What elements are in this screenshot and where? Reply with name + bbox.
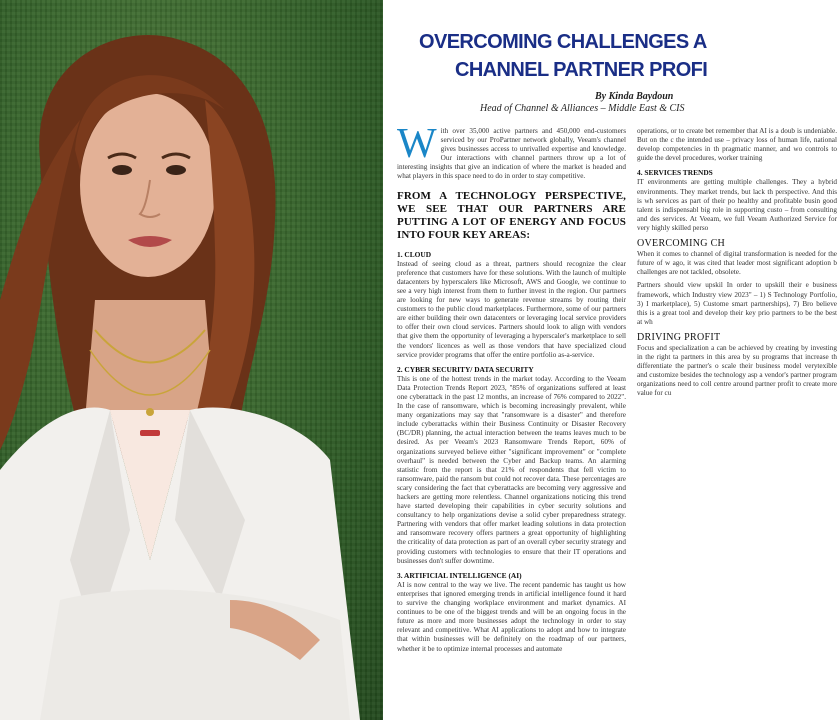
article-column-1 — [397, 121, 626, 658]
col2-paragraph-5: Focus and specialization a can be achieved by creating by investing in the right ta partners in this area by su programs that increase th differentiate the partner's o scale their business model verytexible and customize besides the technology asp a vendor's partner program organizations need to coll centre around partner profit to create more value for cu — [637, 343, 837, 398]
intro-paragraph — [397, 121, 626, 182]
section-heading-ai: 3. ARTIFICIAL INTELLIGENCE (AI) — [397, 570, 522, 580]
col2-paragraph-2: IT environments are getting multiple challenges. They a hybrid environments. They market trends, but lack th perspective. And this is wh services as part of their po healthy and profitable busin good talent is indispensabl big role in supporting custo – from consulting and des services. At Veeam, we full Veeam Authorized Service for very highly skilled perso — [637, 178, 837, 232]
section-heading-cyber-security: 2. CYBER SECURITY/ DATA SECURITY — [397, 364, 534, 374]
article-page — [383, 0, 837, 720]
article-column-2 — [637, 127, 837, 403]
col2-paragraph-3: When it comes to channel of digital transformation is needed for the future of w ago, it was cited that leader most significant adoption b challenges are not tackled, obsolete. — [637, 250, 837, 277]
section-heading-overcoming: OVERCOMING CH — [637, 238, 726, 250]
article-title-line-2: CHANNEL PARTNER PROFI — [455, 59, 708, 81]
section-heading-driving-profit: DRIVING PROFIT — [637, 331, 721, 343]
article-title-line-1: OVERCOMING CHALLENGES A — [419, 31, 707, 53]
author-role: Head of Channel & Alliances – Middle East & CIS — [480, 103, 685, 114]
col2-paragraph-1: operations, or to create bet remember that AI is a doub is undeniable. But on the c the intended use – privacy loss of human life, national develop competencies in th pragmatic manner, and wo controls to guide the devel procedures, worker training — [637, 127, 837, 163]
section-heading-cloud: 1. CLOUD — [397, 249, 432, 259]
portrait-illustration — [0, 0, 383, 720]
section-body-cloud: Instead of seeing cloud as a threat, partners should recognize the clear preference that customers have for these solutions. With the launch of multiple datacenters by hyperscalers like Microsoft, AWS and Google, we continue to see a very high interest from them to further invest in the region. Our partners are looking for new ways to generate revenue streams by routing their customers to the public cloud marketplaces. Furthermore, some of our partners are either building their own datacenters or leveraging local service providers to offer their own cloud services. Partners should look to align with vendors that give them the opportunity of leveraging a hyperscaler's marketplace to sell the vendors' licences as well as those vendors that have specialized cloud service provider programs that offer the entire portfolio as-a-service. — [397, 259, 626, 359]
drop-cap: W — [397, 121, 437, 167]
author-photo — [0, 0, 383, 720]
section-body-cyber-security: This is one of the hottest trends in the market today. According to the Veeam Data Protection Trends Report 2023, "85% of organizations suffered at least one cyberattack in the past 12 months, an increase of 76% compared to 2022". In the case of ransomware, which is becoming increasingly prevalent, while many organizations may say that "ransomware is a disaster" and therefore include cyberattacks within their Business Continuity or Disaster Recovery (BC/DR) planning, the actual interaction between the teams leaves much to be desired. As per Veeam's 2023 Ransomware Trends Report, 60% of organizations surveyed believe either "significant improvement" or "complete overhaul" is needed between the Cyber and Backup teams. An alarming statistic from the report is that 21% of respondents that fell victim to ransomware, paid the ransom but could not recover data. These percentages are scary considering the fact that cyberattacks are becoming very aggressive and hackers are getting more relentless. Channel organizations noticing this trend have started developing their capabilities in cyber security solutions and consultancy to help organizations devise a solid cyber preparedness strategy. Partnering with vendors that offer market leading solutions in data protection and ransomware recovery offers partners a great opportunity of highlighting the criticality of data protection as part of an overall cyber security strategy and providing customers with technologies to ensure that their IT operations and businesses don't suffer downtime. — [397, 374, 626, 565]
pull-quote: FROM A TECHNOLOGY PERSPECTIVE, WE SEE THAT OUR PARTNERS ARE PUTTING A LOT OF ENERGY AND FOCUS INTO FOUR KEY AREAS: — [397, 189, 626, 241]
col2-paragraph-4: Partners should view upskil In order to upskill their e business framework, which Industry view 2023" – 1) S Technology Portfolio, 3) I marketplace), 5) Custome smart partnerships), 7) Bro believe this is a great tool and develop their key prio partners to be the best at wh — [637, 281, 837, 326]
section-body-ai: AI is now central to the way we live. The recent pandemic has taught us how enterprises that ignored emerging trends in artificial intelligence found it hard to survive the changing workplace environment and market dynamics. AI continues to be one of the biggest trends and will be an ongoing focus in the future as more and more businesses adopt the technology in order to stay relevant and competitive. What AI applications to adopt and how to integrate that within businesses will be definitely on the roadmap of our partners, whether it be to optimize internal processes and automate — [397, 580, 626, 653]
intro-text: ith over 35,000 active partners and 450,000 end-customers serviced by our ProPartner network globally, Veeam's channel gives businesses access to unrivalled expertise and knowledge. Our interactions with channel partners throw up a lot of interesting insights that give an indication of where the market is headed and what players in this space need to do in order to stay competitive. — [397, 127, 626, 181]
section-heading-services-trends: 4. SERVICES TRENDS — [637, 168, 713, 178]
author-byline: By Kinda Baydoun — [595, 91, 674, 102]
